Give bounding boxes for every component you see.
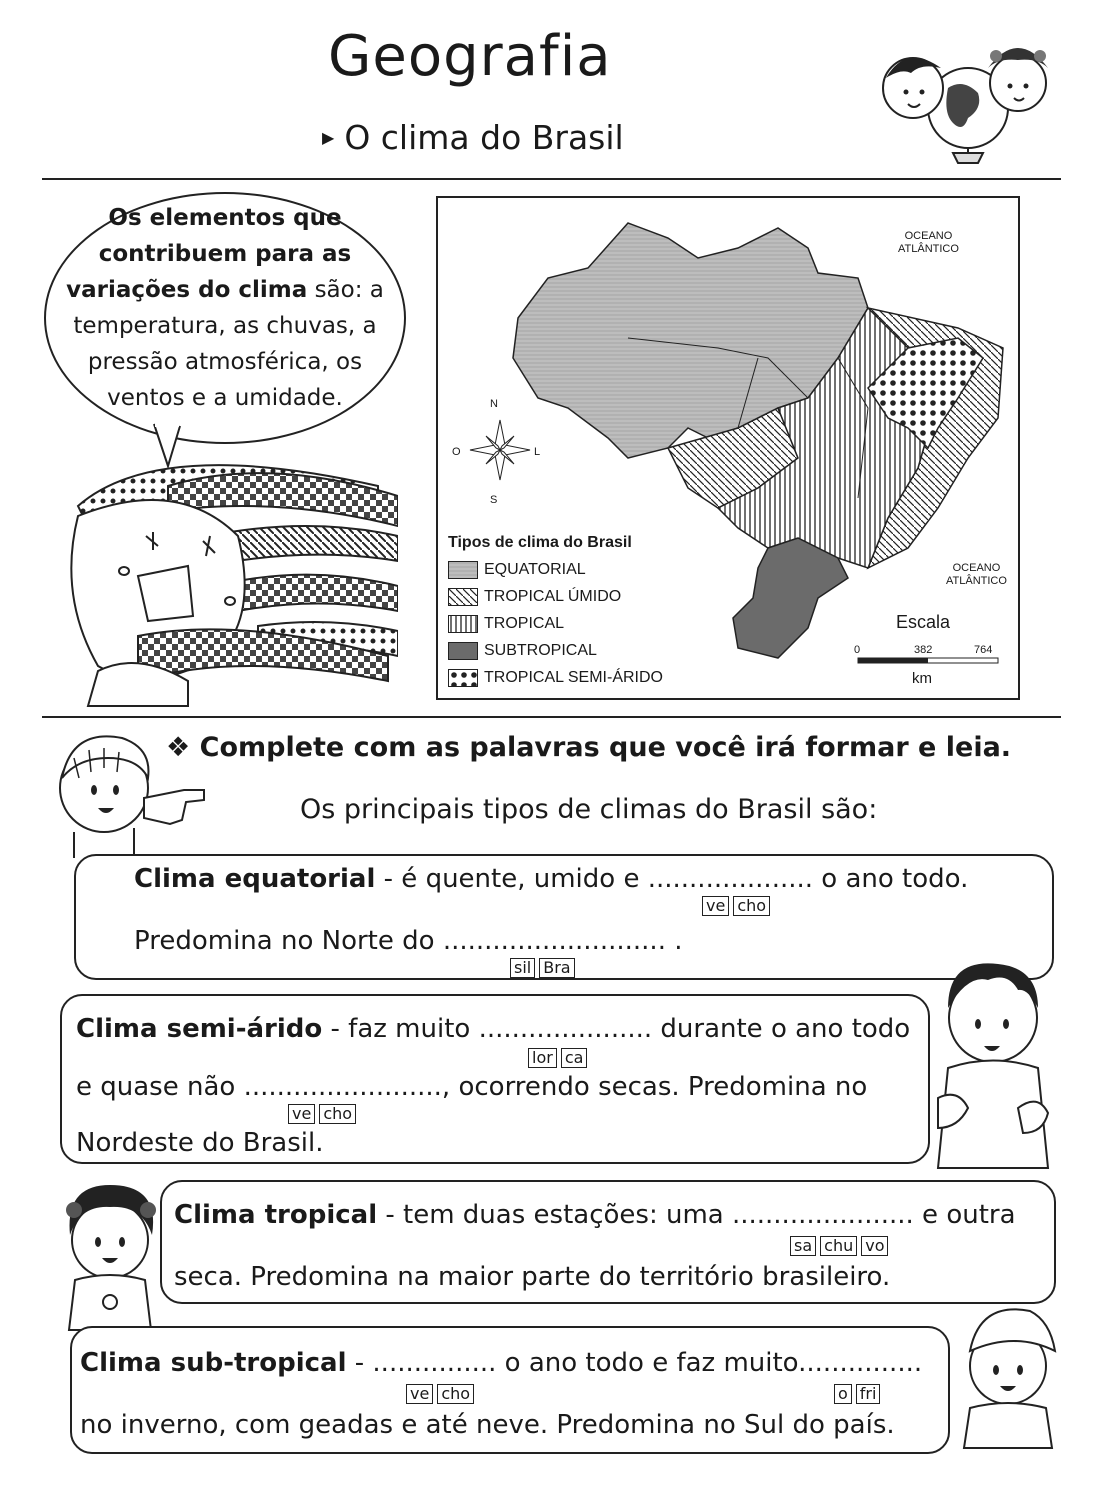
- compass-s: S: [490, 494, 498, 506]
- windy-girl-illustration: [58, 446, 398, 708]
- syllable: cho: [437, 1384, 474, 1404]
- swatch-tropical: [448, 615, 478, 633]
- syllable: cho: [733, 896, 770, 916]
- syllable: ve: [702, 896, 729, 916]
- legend-label: EQUATORIAL: [484, 560, 586, 578]
- text: o ano todo.: [813, 864, 969, 894]
- text: Predomina no Norte do: [134, 926, 443, 956]
- legend-label: TROPICAL ÚMIDO: [484, 587, 622, 605]
- blank[interactable]: ...............: [372, 1348, 497, 1378]
- text: .: [665, 926, 683, 956]
- text: - faz muito: [322, 1014, 479, 1044]
- legend-item-subtropical: [448, 637, 663, 664]
- scale-unit: km: [912, 670, 932, 687]
- blank[interactable]: ........................,: [243, 1072, 451, 1102]
- card-tropical-line2: seca. Predomina na maior parte do território brasileiro.: [174, 1262, 891, 1292]
- syllables-1: [528, 1048, 587, 1068]
- text: - tem duas estações: uma: [377, 1200, 732, 1230]
- card-sub-tropical-line2: no inverno, com geadas e até neve. Predomina no Sul do país.: [80, 1410, 895, 1440]
- legend-label: SUBTROPICAL: [484, 641, 597, 659]
- text: o ano todo e faz muito: [496, 1348, 799, 1378]
- region-subtropical: [733, 538, 848, 658]
- card-tropical: [160, 1180, 1056, 1304]
- speech-bubble-text: [60, 200, 390, 416]
- card-title: Clima sub-tropical: [80, 1348, 347, 1378]
- syllables-1: [790, 1236, 888, 1256]
- ocean-label-north: [898, 230, 959, 256]
- climate-map: [436, 196, 1020, 700]
- page-title: Geografia: [328, 24, 612, 89]
- triangle-bullet-icon: ▶: [322, 128, 335, 147]
- scale-tick-764: 764: [974, 644, 993, 656]
- blank[interactable]: ...............: [798, 1348, 923, 1378]
- syllable: sa: [790, 1236, 816, 1256]
- card-sub-tropical-line1: [80, 1348, 922, 1378]
- compass-rose-icon: [470, 420, 530, 480]
- card-semi-arido-line2: [76, 1072, 867, 1102]
- card-title: Clima semi-árido: [76, 1014, 323, 1044]
- syllables-2: [288, 1104, 356, 1124]
- scale-tick-0: 0: [854, 644, 861, 656]
- text: -: [346, 1348, 373, 1378]
- syllables-2: [834, 1384, 880, 1404]
- syllable: chu: [820, 1236, 857, 1256]
- speech-bubble-rest: são: a temperatura, as chuvas, a pressão atmosférica, os ventos e a umidade.: [73, 277, 384, 411]
- text: e outra: [913, 1200, 1016, 1230]
- subtitle-text: O clima do Brasil: [344, 118, 624, 157]
- ocean-label-south-line2: ATLÂNTICO: [946, 575, 1007, 587]
- syllable: vo: [861, 1236, 888, 1256]
- instruction-text: Complete com as palavras que você irá formar e leia.: [199, 732, 1012, 763]
- legend-label: TROPICAL: [484, 614, 565, 632]
- syllables-1: [702, 896, 770, 916]
- text: e quase não: [76, 1072, 244, 1102]
- blank[interactable]: ......................: [731, 1200, 914, 1230]
- card-semi-arido: [60, 994, 930, 1164]
- syllables-1: [406, 1384, 474, 1404]
- syllable: Bra: [539, 958, 574, 978]
- syllable: ca: [561, 1048, 588, 1068]
- syllable: cho: [319, 1104, 356, 1124]
- swatch-semi-arido: [448, 669, 478, 687]
- legend-item-semi-arido: [448, 664, 663, 691]
- syllable: sil: [510, 958, 535, 978]
- card-title: Clima equatorial: [134, 864, 376, 894]
- syllable: ve: [288, 1104, 315, 1124]
- legend-title: Tipos de clima do Brasil: [448, 534, 632, 551]
- swatch-equatorial: [448, 561, 478, 579]
- compass-l: L: [534, 446, 541, 458]
- syllable: lor: [528, 1048, 557, 1068]
- ocean-label-north-line2: ATLÂNTICO: [898, 243, 959, 255]
- blank[interactable]: .....................: [478, 1014, 653, 1044]
- compass-n: N: [490, 398, 498, 410]
- card-sub-tropical: [70, 1326, 950, 1454]
- header-divider: [42, 178, 1061, 180]
- section-divider: [42, 716, 1061, 718]
- blank[interactable]: ....................: [647, 864, 814, 894]
- text: - é quente, umido e: [375, 864, 648, 894]
- syllable: ve: [406, 1384, 433, 1404]
- ocean-label-south: [946, 562, 1007, 588]
- instruction: [166, 732, 1011, 763]
- card-semi-arido-line3: Nordeste do Brasil.: [76, 1128, 324, 1158]
- syllable: o: [834, 1384, 852, 1404]
- legend-item-tropical-umido: [448, 583, 663, 610]
- boy-illustration: [918, 958, 1068, 1180]
- blank[interactable]: ...........................: [442, 926, 666, 956]
- legend-label: TROPICAL SEMI-ÁRIDO: [484, 668, 663, 686]
- syllable: fri: [856, 1384, 881, 1404]
- text: durante o ano todo: [652, 1014, 911, 1044]
- card-equatorial-line2: [134, 926, 683, 956]
- map-legend: [448, 534, 663, 691]
- legend-item-equatorial: [448, 556, 663, 583]
- card-semi-arido-line1: [76, 1014, 910, 1044]
- ocean-label-north-line1: OCEANO: [904, 230, 953, 242]
- swatch-subtropical: [448, 642, 478, 660]
- card-equatorial-line1: [134, 864, 968, 894]
- ocean-label-south-line1: OCEANO: [952, 562, 1001, 574]
- text: ocorrendo secas. Predomina no: [450, 1072, 868, 1102]
- diamond-bullet-icon: ❖: [166, 732, 191, 763]
- card-equatorial: [74, 854, 1054, 980]
- syllables-2: [510, 958, 575, 978]
- speech-bubble-bold: Os elementos que contribuem para as variações do clima: [66, 205, 352, 303]
- card-tropical-line1: [174, 1200, 1016, 1230]
- boy-with-cap-illustration: [950, 1296, 1070, 1456]
- intro-text: Os principais tipos de climas do Brasil são:: [300, 794, 878, 825]
- scale-label: Escala: [896, 612, 951, 632]
- scale-tick-382: 382: [914, 644, 933, 656]
- kids-with-globe-illustration: [868, 28, 1068, 173]
- swatch-tropical-umido: [448, 588, 478, 606]
- compass-o: O: [452, 446, 461, 458]
- girl-illustration: [50, 1180, 170, 1340]
- page-subtitle: [322, 118, 624, 157]
- card-title: Clima tropical: [174, 1200, 378, 1230]
- legend-item-tropical: [448, 610, 663, 637]
